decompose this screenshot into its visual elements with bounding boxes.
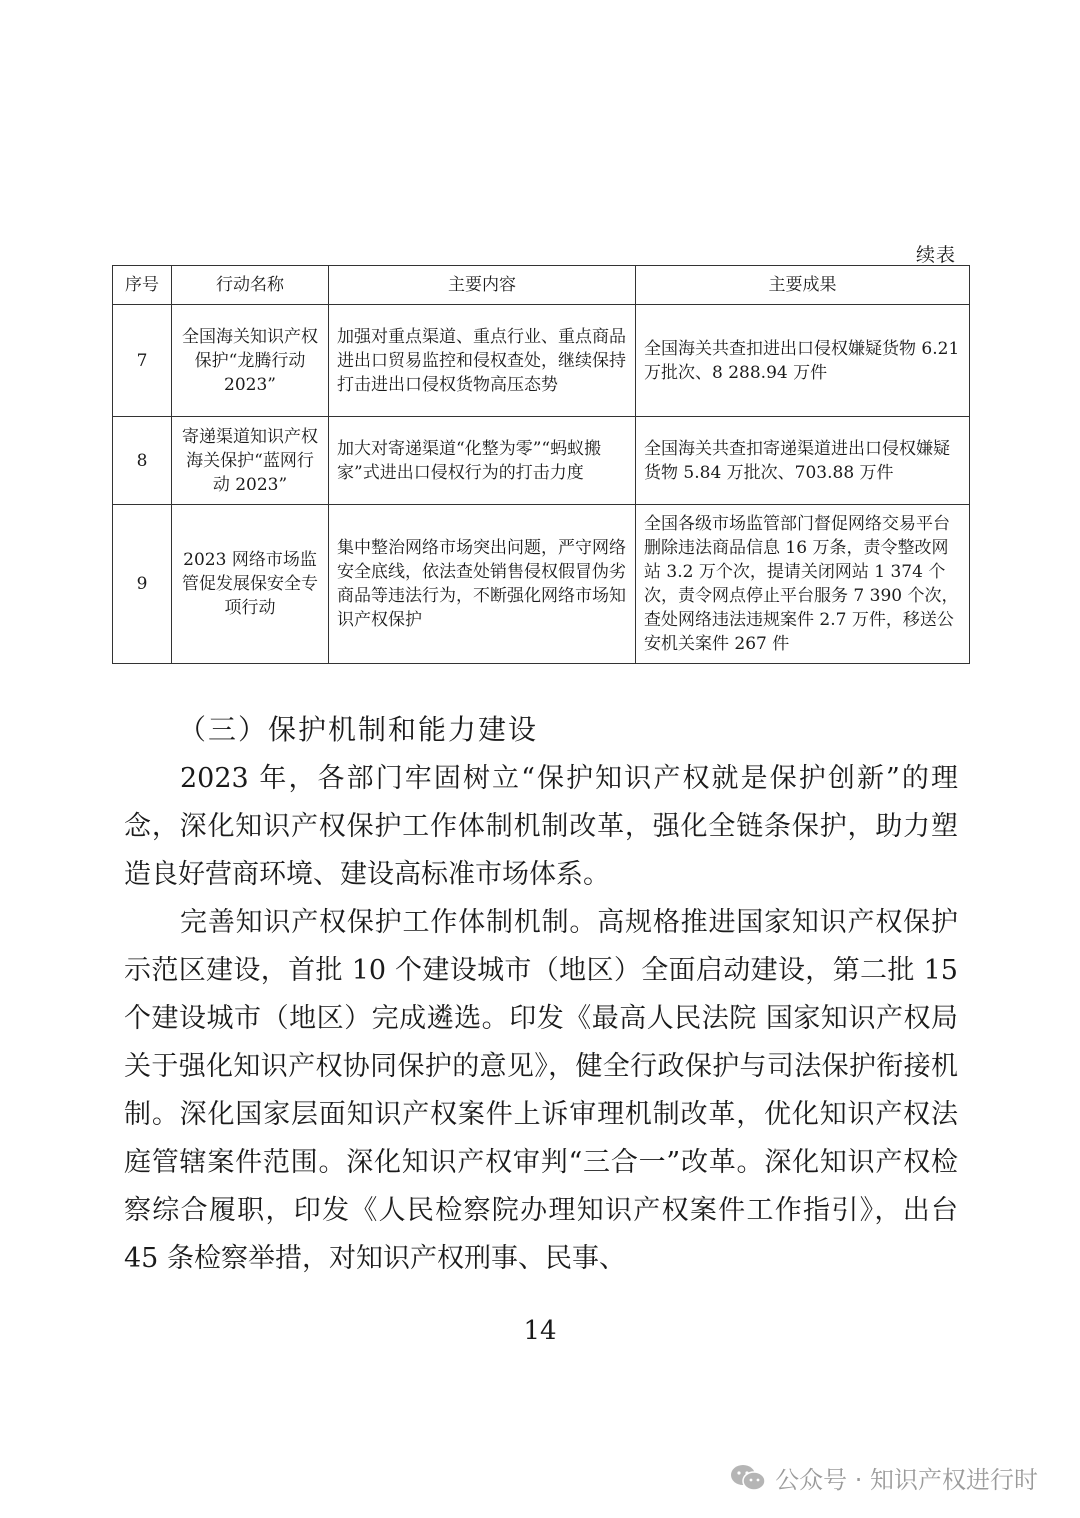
watermark (729, 1460, 1038, 1495)
row-action-name: 寄递渠道知识产权海关保护“蓝网行动 2023” (172, 417, 329, 505)
watermark-text: 公众号 · 知识产权进行时 (775, 1466, 1038, 1494)
row-serial: 8 (113, 417, 172, 505)
continued-table-label: 续表 (915, 244, 956, 266)
body-paragraph: 2023 年，各部门牢固树立“保护知识产权就是保护创新”的理念，深化知识产权保护工作体制机制改革，强化全链条保护，助力塑造良好营商环境、建设高标准市场体系。 (124, 763, 958, 890)
header-action-name: 行动名称 (172, 266, 329, 305)
page-number: 14 (523, 1316, 557, 1346)
row-main-results: 全国海关共查扣寄递渠道进出口侵权嫌疑货物 5.84 万批次、703.88 万件 (636, 417, 970, 505)
header-serial: 序号 (113, 266, 172, 305)
row-main-content: 加强对重点渠道、重点行业、重点商品进出口贸易监控和侵权查处，继续保持打击进出口侵权货物高压态势 (329, 305, 636, 417)
header-main-content: 主要内容 (329, 266, 636, 305)
row-main-results: 全国海关共查扣进出口侵权嫌疑货物 6.21 万批次、8 288.94 万件 (636, 305, 970, 417)
table-header-row (113, 266, 970, 305)
header-main-results: 主要成果 (636, 266, 970, 305)
table-row (113, 305, 970, 417)
row-main-results: 全国各级市场监管部门督促网络交易平台删除违法商品信息 16 万条，责令整改网站 3.2 万个次，提请关闭网站 1 374 个次，责令网点停止平台服务 7 390 个次，查处网络违法违规案件 2.7 万件，移送公安机关案件 267 件 (636, 505, 970, 664)
actions-table (112, 265, 970, 664)
table-row (113, 505, 970, 664)
table-row (113, 417, 970, 505)
body-paragraph: 完善知识产权保护工作体制机制。高规格推进国家知识产权保护示范区建设，首批 10 个建设城市（地区）全面启动建设，第二批 15 个建设城市（地区）完成遴选。印发《最高人民法院 国家知识产权局关于强化知识产权协同保护的意见》，健全行政保护与司法保护衔接机制。深化国家层面知识产权案件上诉审理机制改革，优化知识产权法庭管辖案件范围。深化知识产权审判“三合一”改革。深化知识产权检察综合履职，印发《人民检察院办理知识产权案件工作指引》，出台 45 条检察举措，对知识产权刑事、民事、 (124, 907, 958, 1274)
row-serial: 7 (113, 305, 172, 417)
row-main-content: 加大对寄递渠道“化整为零”“蚂蚁搬家”式进出口侵权行为的打击力度 (329, 417, 636, 505)
row-main-content: 集中整治网络市场突出问题，严守网络安全底线，依法查处销售侵权假冒伪劣商品等违法行为，不断强化网络市场知识产权保护 (329, 505, 636, 664)
section-heading: （三）保护机制和能力建设 (178, 713, 539, 746)
row-serial: 9 (113, 505, 172, 664)
wechat-icon (729, 1463, 767, 1493)
row-action-name: 2023 网络市场监管促发展保安全专项行动 (172, 505, 329, 664)
row-action-name: 全国海关知识产权保护“龙腾行动 2023” (172, 305, 329, 417)
